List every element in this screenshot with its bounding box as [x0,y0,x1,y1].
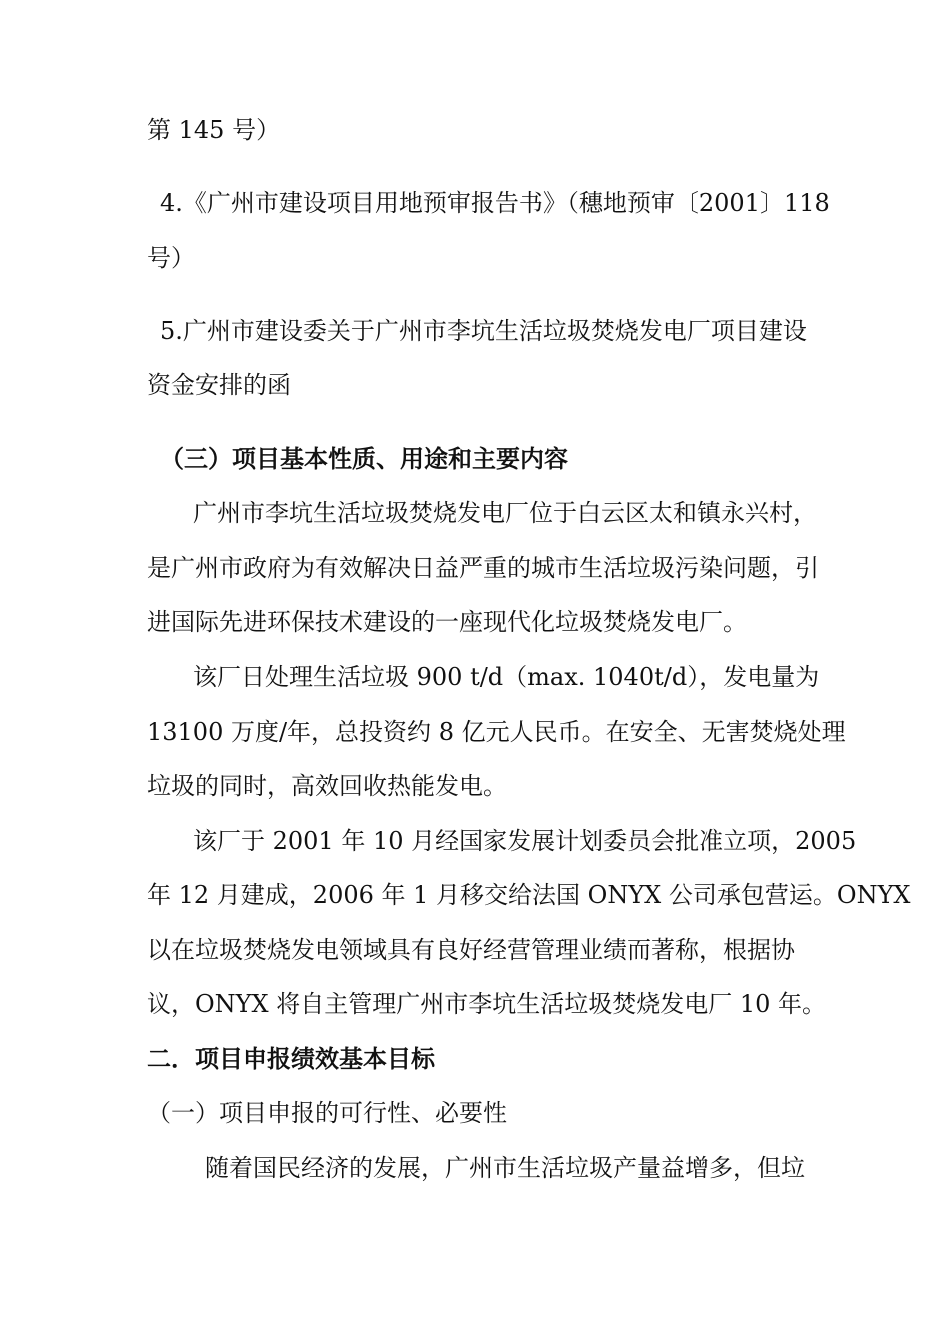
paragraph-line: 进国际先进环保技术建设的一座现代化垃圾焚烧发电厂。 [147,608,747,636]
text-line-reference-5: 5.广州市建设委关于广州市李坑生活垃圾焚烧发电厂项目建设 [160,317,807,345]
paragraph-line: 垃圾的同时，高效回收热能发电。 [147,772,507,800]
text-line-reference-4: 4.《广州市建设项目用地预审报告书》（穗地预审〔2001〕118 [160,189,830,217]
paragraph-line: 13100 万度/年，总投资约 8 亿元人民币。在安全、无害焚烧处理 [147,718,846,746]
paragraph-line: 广州市李坑生活垃圾焚烧发电厂位于白云区太和镇永兴村， [193,499,817,527]
section-heading-nature-usage: （三）项目基本性质、用途和主要内容 [160,444,568,473]
paragraph-line: 该厂于 2001 年 10 月经国家发展计划委员会批准立项，2005 [193,827,857,855]
paragraph-line: 以在垃圾焚烧发电领域具有良好经营管理业绩而著称，根据协 [147,936,795,964]
text-line-reference-4-end: 号） [147,244,195,272]
chapter-heading-performance-goals: 二．项目申报绩效基本目标 [147,1044,435,1073]
text-line-reference-3-end: 第 145 号） [147,116,281,144]
paragraph-line: 议，ONYX 将自主管理广州市李坑生活垃圾焚烧发电厂 10 年。 [147,990,827,1018]
paragraph-line: 是广州市政府为有效解决日益严重的城市生活垃圾污染问题，引 [147,554,819,582]
section-heading-feasibility: （一）项目申报的可行性、必要性 [147,1099,507,1127]
paragraph-line: 年 12 月建成，2006 年 1 月移交给法国 ONYX 公司承包营运。ONYX [147,881,911,909]
text-line-reference-5-end: 资金安排的函 [147,371,291,399]
paragraph-line: 该厂日处理生活垃圾 900 t/d（max. 1040t/d），发电量为 [193,663,820,691]
paragraph-line: 随着国民经济的发展，广州市生活垃圾产量益增多，但垃 [205,1154,805,1182]
